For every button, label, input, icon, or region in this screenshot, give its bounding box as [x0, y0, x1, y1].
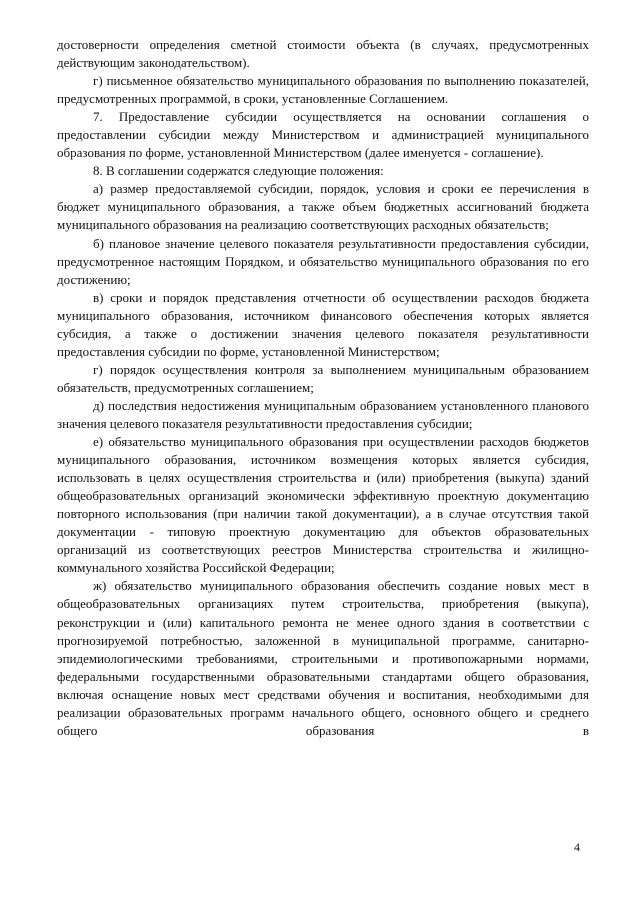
paragraph-9: д) последствия недостижения муниципальным образованием установленного планового значения целевого показателя результативности предоставления субсидии;	[57, 397, 589, 431]
page-number: 4	[574, 840, 580, 854]
paragraph-2: г) письменное обязательство муниципального образования по выполнению показателей, предусмотренных программой, в сроки, установленные Соглашением.	[57, 73, 589, 107]
paragraph-11: ж) обязательство муниципального образования обеспечить создание новых мест в общеобразовательных организациях путем строительства, приобретения (выкупа), реконструкции и (или) капитального ремонта не менее одного здания в соответствии с прогнозируемой потребностью, заложенной в муниципальной программе, санитарно-эпидемиологическими требованиями, строительными и противопожарными нормами, федеральными государственными образовательными стандартами общего образования, включая оснащение новых мест средствами обучения и воспитания, необходимыми для реализации образовательных программ начального общего, основного общего и среднего общего образования в	[57, 578, 589, 738]
paragraph-8: г) порядок осуществления контроля за выполнением муниципальным образованием обязательств, предусмотренных соглашением;	[57, 361, 589, 395]
paragraph-6: б) плановое значение целевого показателя результативности предоставления субсидии, предусмотренное настоящим Порядком, и обязательство муниципального образования по его достижению;	[57, 235, 589, 287]
paragraph-7: в) сроки и порядок представления отчетности об осуществлении расходов бюджета муниципального образования, источником финансового обеспечения которых является субсидия, а также о достижении значения целевого показателя результативности предоставления субсидии по форме, установленной Министерством;	[57, 289, 589, 359]
paragraph-3: 7. Предоставление субсидии осуществляется на основании соглашения о предоставлении субсидии между Министерством и администрацией муниципального образования по форме, установленной Министерством (далее именуется - соглашение).	[57, 109, 589, 161]
paragraph-5: а) размер предоставляемой субсидии, порядок, условия и сроки ее перечисления в бюджет муниципального образования, а также объем бюджетных ассигнований бюджета муниципального образования на реализацию соответствующих расходных обязательств;	[57, 181, 589, 233]
document-body	[57, 36, 589, 740]
paragraph-10: е) обязательство муниципального образования при осуществлении расходов бюджетов муниципального образования, источником возмещения которых является субсидия, использовать в целях осуществления строительства и (или) приобретения (выкупа) зданий общеобразовательных организаций экономически эффективную проектную документацию повторного использования (при наличии такой документации), а в случае отсутствия такой документации - типовую проектную документацию для объектов образовательных организаций из соответствующих реестров Министерства строительства и жилищно-коммунального хозяйства Российской Федерации;	[57, 434, 589, 576]
paragraph-4: 8. В соглашении содержатся следующие положения:	[93, 163, 384, 179]
paragraph-1: достоверности определения сметной стоимости объекта (в случаях, предусмотренных действующим законодательством).	[57, 37, 589, 71]
